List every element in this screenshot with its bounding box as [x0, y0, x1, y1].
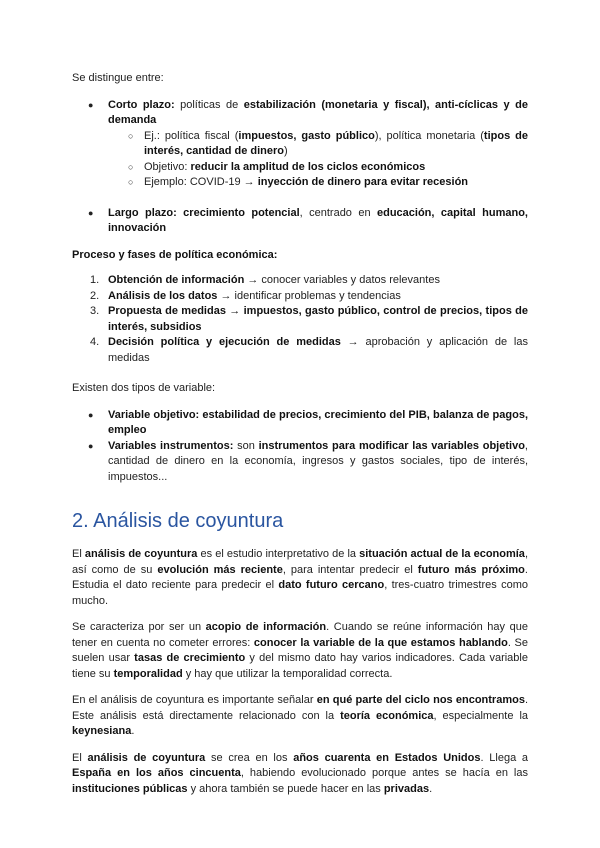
- circle-bullet-icon: ○: [128, 177, 134, 187]
- paragraph-historia: El análisis de coyuntura se crea en los años cuarenta en Estados Unidos. Llega a España en los años cincuenta, habiendo evolucionado porque antes se hacía en las instituciones públicas y ahora también se puede hacer en las privadas.: [72, 751, 529, 795]
- list-item: 1. Obtención de información → conocer variables y datos relevantes: [90, 274, 440, 286]
- list-item: ○ Ej.: política fiscal (impuestos, gasto público), política monetaria (tipos de interés, cantidad de dinero): [128, 129, 529, 157]
- corto-label: Corto plazo:: [108, 98, 175, 111]
- document-page: [72, 62, 528, 797]
- list-item: ○ Ejemplo: COVID-19 → inyección de dinero para evitar recesión: [72, 175, 528, 191]
- paragraph-caracteristicas: Se caracteriza por ser un acopio de información. Cuando se reúne información hay que tener en cuenta no cometer errores: conocer la variable de la que estamos hablando. Se suelen usar tasas de crecimiento y del mismo dato hay varios indicadores. Cada variable tiene su temporalidad y hay que utilizar la temporalidad correcta.: [72, 621, 528, 680]
- list-item-corto-plazo: ● Corto plazo: políticas de estabilización (monetaria y fiscal), anti-cíclicas y de demanda ○ Ej.: política fiscal (impuestos, gasto público), política monetaria (tipos de interés, cantidad de dinero) ○ Objetivo: reducir la amplitud de los ciclos económicos ○ Ejemplo: COVID-19 → inyección de dinero para evitar recesión: [72, 98, 528, 191]
- paragraph-definicion: El análisis de coyuntura es el estudio interpretativo de la situación actual de la economía, así como de su evolución más reciente, para intentar predecir el futuro más próximo. Estudia el dato reciente para predecir el dato futuro cercano, tres-cuatro trimestres como mucho.: [72, 548, 528, 607]
- variables-list: [72, 408, 528, 486]
- list-item-variable-objetivo: ● Variable objetivo: estabilidad de precios, crecimiento del PIB, balanza de pagos, empleo: [88, 408, 528, 436]
- list-item-variables-instrumentos: ● Variables instrumentos: son instrumentos para modificar las variables objetivo, cantidad de dinero en la economía, ingresos y gastos sociales, tipo de interés, impuestos...: [88, 439, 528, 483]
- proceso-heading: Proceso y fases de política económica:: [72, 248, 278, 261]
- list-item-largo-plazo: ● Largo plazo: crecimiento potencial, centrado en educación, capital humano, innovación: [88, 206, 528, 234]
- bullet-icon: ●: [88, 409, 94, 420]
- section-title: 2. Análisis de coyuntura: [72, 510, 284, 532]
- bullet-icon: ●: [88, 440, 94, 451]
- bullet-icon: ●: [88, 207, 94, 218]
- list-item: 2. Análisis de los datos → identificar problemas y tendencias: [90, 289, 401, 302]
- paragraph-ciclo: En el análisis de coyuntura es importante señalar en qué parte del ciclo nos encontramos. Este análisis está directamente relacionado con la teoría económica, especialmente la keynesiana.: [72, 694, 529, 737]
- list-item: ○ Objetivo: reducir la amplitud de los ciclos económicos: [72, 160, 528, 176]
- fases-list: [72, 273, 528, 366]
- corto-sublist: [72, 129, 528, 191]
- plazo-list: [72, 98, 528, 237]
- list-item: 3. Propuesta de medidas → impuestos, gasto público, control de precios, tipos de interés, subsidios: [90, 305, 528, 333]
- tipos-intro: Existen dos tipos de variable:: [72, 382, 216, 394]
- bullet-icon: ●: [88, 99, 94, 110]
- intro-text: Se distingue entre:: [72, 72, 164, 84]
- circle-bullet-icon: ○: [128, 130, 134, 141]
- circle-bullet-icon: ○: [128, 161, 134, 172]
- list-item: 4. Decisión política y ejecución de medidas → aprobación y aplicación de las medidas: [90, 336, 528, 364]
